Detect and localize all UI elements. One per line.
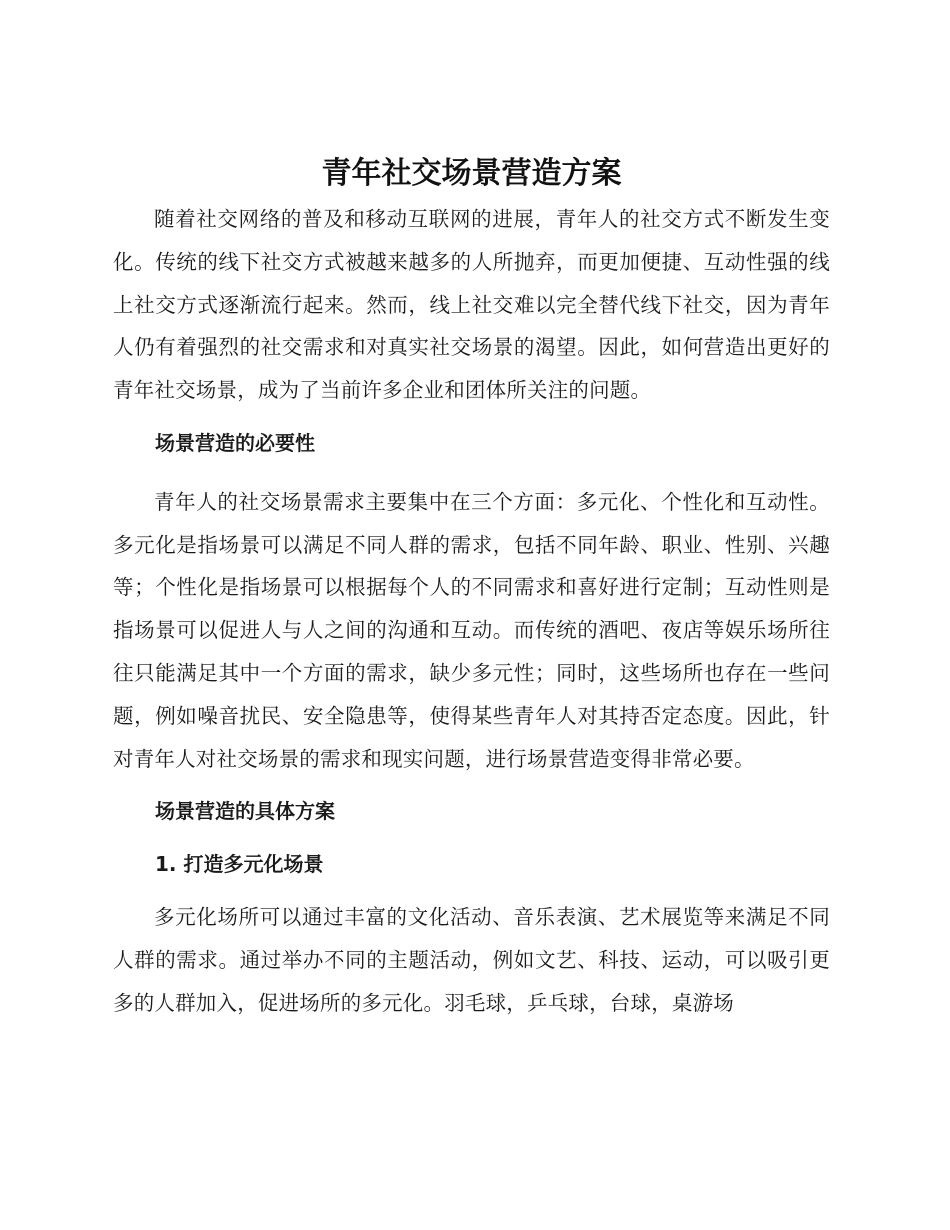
diverse-paragraph: 多元化场所可以通过丰富的文化活动、音乐表演、艺术展览等来满足不同人群的需求。通过举办不同的主题活动，例如文艺、科技、运动，可以吸引更多的人群加入，促进场所的多元化。羽毛球，乒乓球，台球，桌游场 [113,904,830,1015]
document-content [113,150,830,1024]
document-title: 青年社交场景营造方案 [321,156,622,191]
subsection-heading-diverse: 1. 打造多元化场景 [155,852,324,877]
section-heading-plan: 场景营造的具体方案 [155,799,335,824]
section-heading-necessity: 场景营造的必要性 [155,430,315,455]
necessity-paragraph: 青年人的社交场景需求主要集中在三个方面：多元化、个性化和互动性。多元化是指场景可以满足不同人群的需求，包括不同年龄、职业、性别、兴趣等；个性化是指场景可以根据每个人的不同需求和喜好进行定制；互动性则是指场景可以促进人与人之间的沟通和互动。而传统的酒吧、夜店等娱乐场所往往只能满足其中一个方面的需求，缺少多元性；同时，这些场所也存在一些问题，例如噪音扰民、安全隐患等，使得某些青年人对其持否定态度。因此，针对青年人对社交场景的需求和现实问题，进行场景营造变得非常必要。 [113,489,830,771]
intro-paragraph: 随着社交网络的普及和移动互联网的进展，青年人的社交方式不断发生变化。传统的线下社交方式被越来越多的人所抛弃，而更加便捷、互动性强的线上社交方式逐渐流行起来。然而，线上社交难以完全替代线下社交，因为青年人仍有着强烈的社交需求和对真实社交场景的渴望。因此，如何营造出更好的青年社交场景，成为了当前许多企业和团体所关注的问题。 [113,207,830,403]
